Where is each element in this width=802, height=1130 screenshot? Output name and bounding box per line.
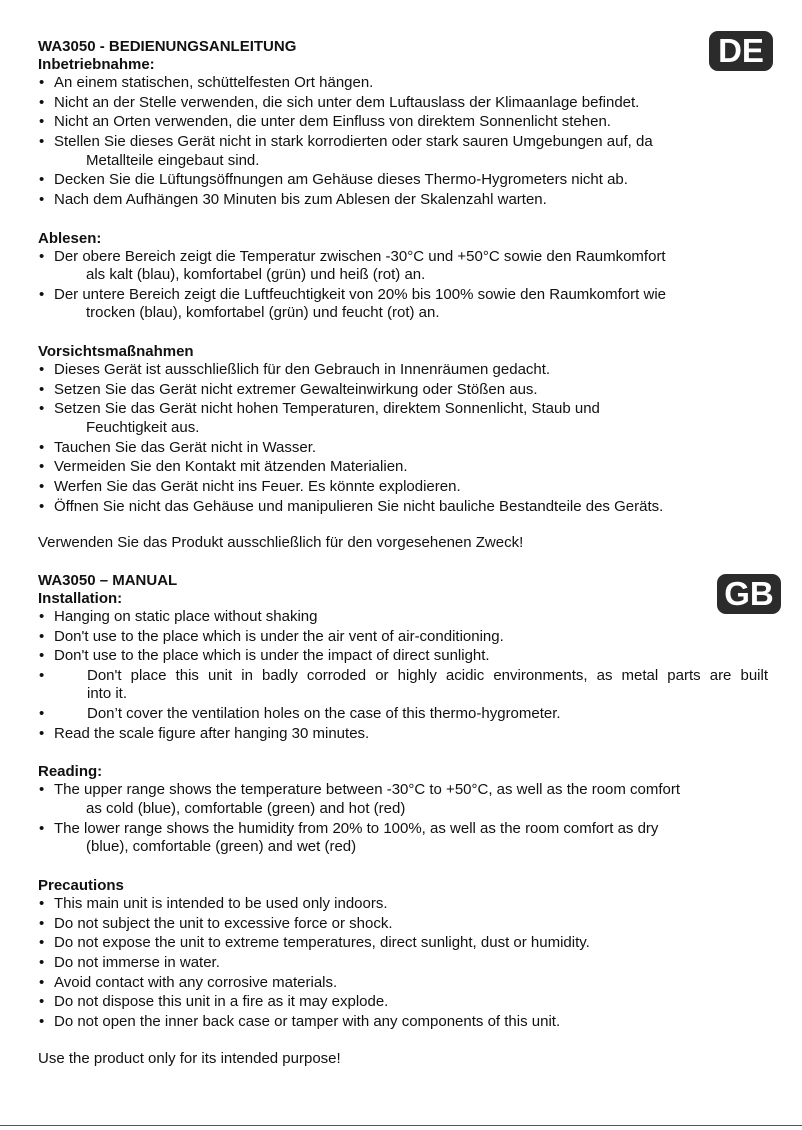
list-item [38,934,768,953]
list-item [38,478,768,497]
title-de: WA3050 - BEDIENUNGSANLEITUNG [38,38,297,55]
list-item [38,361,768,380]
list-item-text: Der obere Bereich zeigt die Temperatur zwischen -30°C und +50°C sowie den Raumkomfort [54,247,666,265]
precautions-heading-de: Vorsichtsmaßnahmen [38,343,194,360]
list-item-text: Do not immerse in water. [54,953,220,971]
list-item-continuation: Feuchtigkeit aus. [86,418,200,436]
list-item [38,993,768,1012]
list-item-text: Don’t cover the ventilation holes on the case of this thermo-hygrometer. [87,705,561,723]
list-item [38,458,768,477]
list-item-text: Dieses Gerät ist ausschließlich für den Gebrauch in Innenräumen gedacht. [54,361,551,378]
list-item-text: Vermeiden Sie den Kontakt mit ätzenden Materialien. [54,458,408,476]
installation-heading-de: Inbetriebnahme: [38,56,155,73]
list-item-text: Don't use to the place which is under the air vent of air-conditioning. [54,627,504,645]
list-item-text: • Don't place this unit in badly corroded or highly acidic environments, as metal parts are built [87,666,768,684]
reading-heading-de: Ablesen: [38,229,102,247]
list-item [38,667,768,704]
list-item-text: Decken Sie die Lüftungsöffnungen am Gehäuse dieses Thermo-Hygrometers nicht ab. [54,171,628,189]
list-item [38,895,768,914]
list-item [38,608,768,627]
closing-gb: Use the product only for its intended purpose! [38,1049,341,1067]
reading-list-gb [38,781,768,856]
list-item [38,781,768,818]
list-item-text: Stellen Sie dieses Gerät nicht in stark korrodierten oder stark sauren Umgebungen auf, da [54,133,653,151]
reading-heading-gb: Reading: [38,763,103,781]
list-item [38,820,768,857]
title-gb: WA3050 – MANUAL [38,571,178,589]
precautions-list-de [38,361,768,516]
list-item [38,248,768,285]
manual-page [38,38,768,1068]
list-item [38,191,768,210]
list-item-text: Tauchen Sie das Gerät nicht in Wasser. [54,438,317,456]
list-item-text: Avoid contact with any corrosive materials. [54,973,338,991]
precautions-heading-gb: Precautions [38,876,124,894]
list-item [38,647,768,666]
list-item [38,725,768,744]
list-item-text: Do not subject the unit to excessive force or shock. [54,914,393,932]
list-item [38,400,768,437]
list-item [38,705,768,724]
list-item-text: Öffnen Sie nicht das Gehäuse und manipulieren Sie nicht bauliche Bestandteile des Geräts. [54,497,664,515]
installation-list-gb [38,608,768,743]
list-item-continuation: into it. [87,685,128,703]
list-item-text: This main unit is intended to be used only indoors. [54,894,388,912]
list-item [38,74,768,93]
list-item-continuation: trocken (blau), komfortabel (grün) und feucht (rot) an. [86,304,440,322]
list-item [38,171,768,190]
installation-heading-gb: Installation: [38,589,123,607]
list-item-continuation: as cold (blue), comfortable (green) and hot (red) [86,799,406,817]
list-item-continuation: als kalt (blau), komfortabel (grün) und heiß (rot) an. [86,266,426,284]
list-item-text: An einem statischen, schüttelfesten Ort hängen. [54,74,374,91]
list-item-text: Do not open the inner back case or tamper with any components of this unit. [54,1012,561,1030]
list-item-text: Do not dispose this unit in a fire as it may explode. [54,993,389,1011]
list-item-text: Werfen Sie das Gerät nicht ins Feuer. Es könnte explodieren. [54,477,461,495]
list-item-text: Nicht an Orten verwenden, die unter dem Einfluss von direktem Sonnenlicht stehen. [54,113,611,131]
list-item [38,133,768,170]
reading-list-de [38,248,768,323]
list-item [38,915,768,934]
language-badge-gb: GB [717,574,781,614]
list-item [38,439,768,458]
list-item-text: Don't use to the place which is under the impact of direct sunlight. [54,647,490,665]
list-item-text: Der untere Bereich zeigt die Luftfeuchtigkeit von 20% bis 100% sowie den Raumkomfort wie [54,285,666,303]
list-item-text: Nicht an der Stelle verwenden, die sich unter dem Luftauslass der Klimaanlage befindet. [54,93,640,111]
section-de [38,38,768,553]
list-item-text: Do not expose the unit to extreme temperatures, direct sunlight, dust or humidity. [54,934,590,952]
list-item-text: Hanging on static place without shaking [54,607,318,625]
list-item [38,381,768,400]
list-item [38,954,768,973]
list-item [38,113,768,132]
list-item-text: The lower range shows the humidity from 20% to 100%, as well as the room comfort as dry [54,819,659,837]
list-item-text: Read the scale figure after hanging 30 minutes. [54,724,370,742]
list-item [38,1013,768,1032]
list-item-text: Setzen Sie das Gerät nicht hohen Temperaturen, direktem Sonnenlicht, Staub und [54,400,600,418]
list-item-text: Setzen Sie das Gerät nicht extremer Gewalteinwirkung oder Stößen aus. [54,380,538,398]
list-item [38,286,768,323]
section-gb [38,572,768,1068]
precautions-list-gb [38,895,768,1032]
list-item [38,94,768,113]
list-item-continuation: Metallteile eingebaut sind. [86,151,260,169]
list-item [38,498,768,517]
page-bottom-rule [0,1125,802,1126]
list-item-text: The upper range shows the temperature between -30°C to +50°C, as well as the room comfort [54,781,681,799]
installation-list-de [38,74,768,209]
language-badge-de: DE [709,31,773,71]
closing-de: Verwenden Sie das Produkt ausschließlich für den vorgesehenen Zweck! [38,534,524,552]
list-item [38,628,768,647]
list-item-continuation: (blue), comfortable (green) and wet (red) [86,838,357,856]
list-item [38,974,768,993]
list-item-text: Nach dem Aufhängen 30 Minuten bis zum Ablesen der Skalenzahl warten. [54,190,547,208]
